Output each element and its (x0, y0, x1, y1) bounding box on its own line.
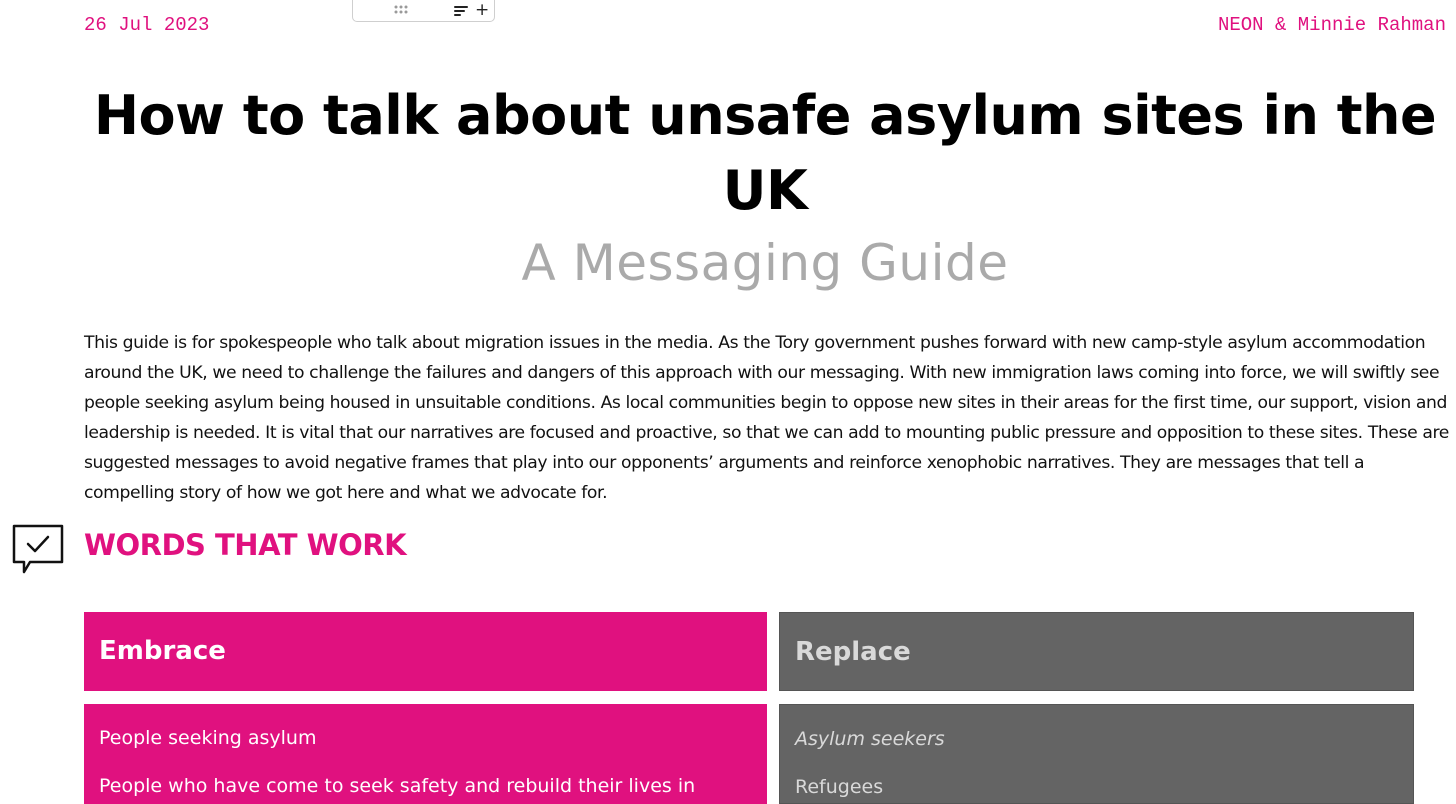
replace-cell (779, 704, 1414, 804)
embrace-header: Embrace (84, 612, 767, 691)
embrace-term: People who have come to seek safety and rebuild their lives in (99, 775, 696, 797)
replace-term: Asylum seekers (795, 728, 945, 750)
add-icon[interactable]: + (475, 0, 490, 20)
embrace-term: People seeking asylum (99, 727, 317, 749)
format-icon[interactable] (453, 4, 469, 18)
publish-date: 26 Jul 2023 (84, 14, 210, 36)
block-toolbar (352, 0, 495, 22)
page-subtitle: A Messaging Guide (521, 234, 1009, 292)
replace-term: Refugees (795, 776, 884, 798)
drag-handle-icon[interactable] (393, 5, 409, 17)
page-title: How to talk about unsafe asylum sites in the UK (93, 84, 1437, 222)
embrace-cell (84, 704, 767, 804)
authors: NEON & Minnie Rahman (1217, 14, 1446, 36)
section-heading: WORDS THAT WORK (84, 528, 407, 562)
comment-check-icon[interactable] (10, 522, 66, 578)
intro-paragraph[interactable]: This guide is for spokespeople who talk about migration issues in the media. As the Tory government pushes forward with new camp-style asylum accommodation around the UK, we need to challenge the failures and dangers of this approach with our messaging. With new immigration laws coming into force, we will swiftly see people seeking asylum being housed in unsuitable conditions. As local communities begin to oppose new sites in their areas for the first time, our support, vision and leadership is needed. It is vital that our narratives are focused and proactive, so that we can add to mounting public pressure and opposition to these sites. These are suggested messages to avoid negative frames that play into our opponents’ arguments and reinforce xenophobic narratives. They are messages that tell a compelling story of how we got here and what we advocate for. (84, 333, 1449, 503)
replace-header: Replace (779, 612, 1414, 691)
